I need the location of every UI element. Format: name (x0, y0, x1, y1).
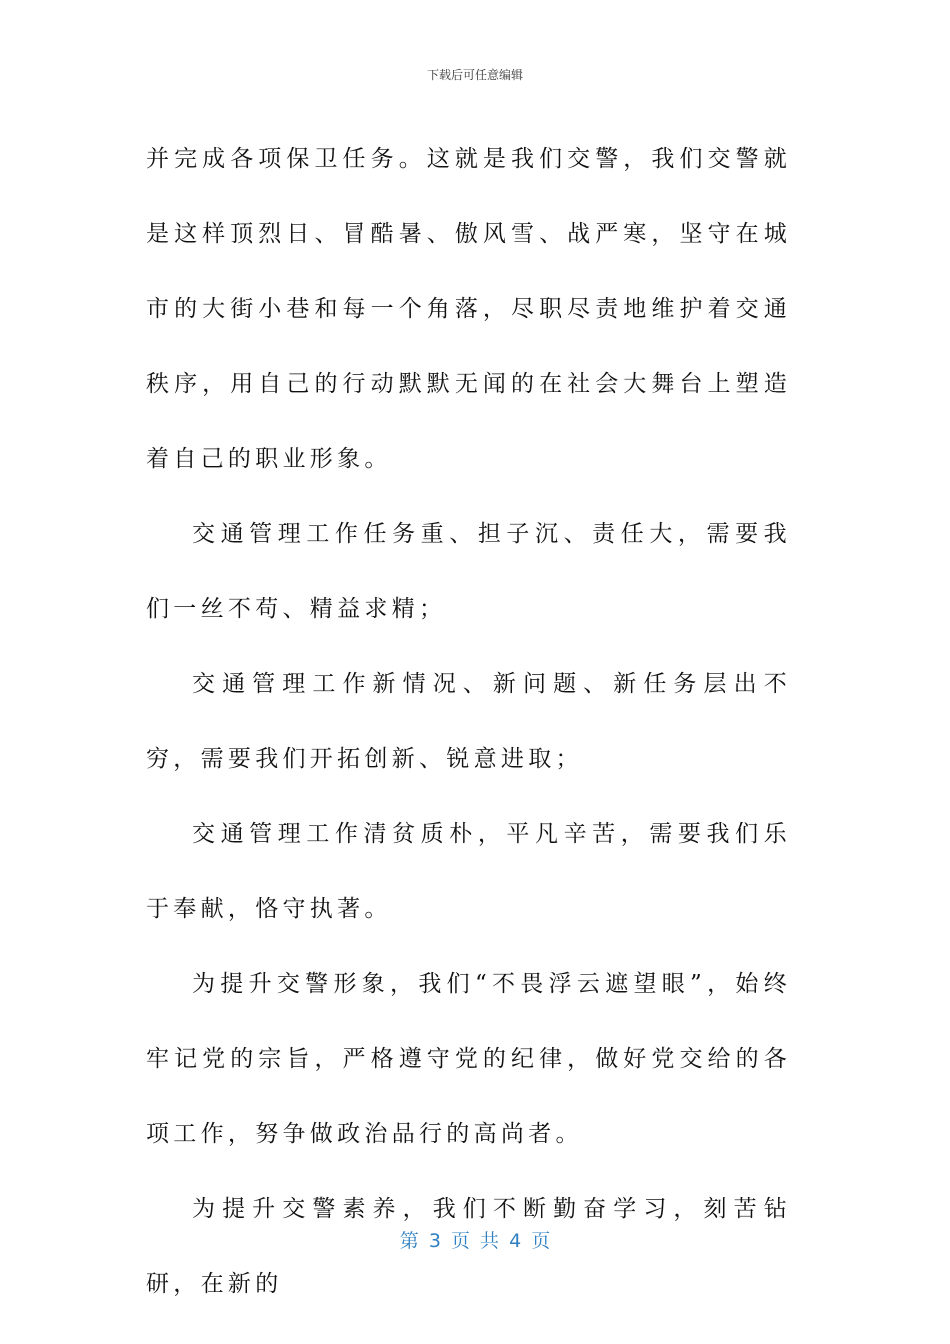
page-header-note: 下载后可任意编辑 (426, 68, 523, 82)
paragraph-5: 为提升交警形象，我们“不畏浮云遮望眼”，始终牢记党的宗旨，严格遵守党的纪律，做好党交给的各项工作，努争做政治品行的高尚者。 (146, 971, 791, 1147)
paragraph-3: 交通管理工作新情况、新问题、新任务层出不穷，需要我们开拓创新、锐意进取； (146, 671, 791, 772)
paragraph-6: 为提升交警素养，我们不断勤奋学习，刻苦钻研，在新的 (146, 1196, 791, 1297)
footer-current-page: 3 (428, 1230, 441, 1252)
paragraph-2: 交通管理工作任务重、担子沉、责任大，需要我们一丝不苟、精益求精； (146, 521, 791, 622)
document-body (146, 122, 791, 1322)
footer-middle: 页 共 (450, 1230, 500, 1252)
footer-total-pages: 4 (509, 1230, 522, 1252)
footer-suffix: 页 (531, 1230, 551, 1252)
page-footer (0, 1226, 950, 1253)
paragraph-1: 并完成各项保卫任务。这就是我们交警，我们交警就是这样顶烈日、冒酷暑、傲风雪、战严寒，坚守在城市的大街小巷和每一个角落，尽职尽责地维护着交通秩序，用自己的行动默默无闻的在社会大舞台上塑造着自己的职业形象。 (146, 146, 791, 472)
footer-prefix: 第 (399, 1230, 419, 1252)
paragraph-4: 交通管理工作清贫质朴，平凡辛苦，需要我们乐于奉献，恪守执著。 (146, 821, 791, 922)
